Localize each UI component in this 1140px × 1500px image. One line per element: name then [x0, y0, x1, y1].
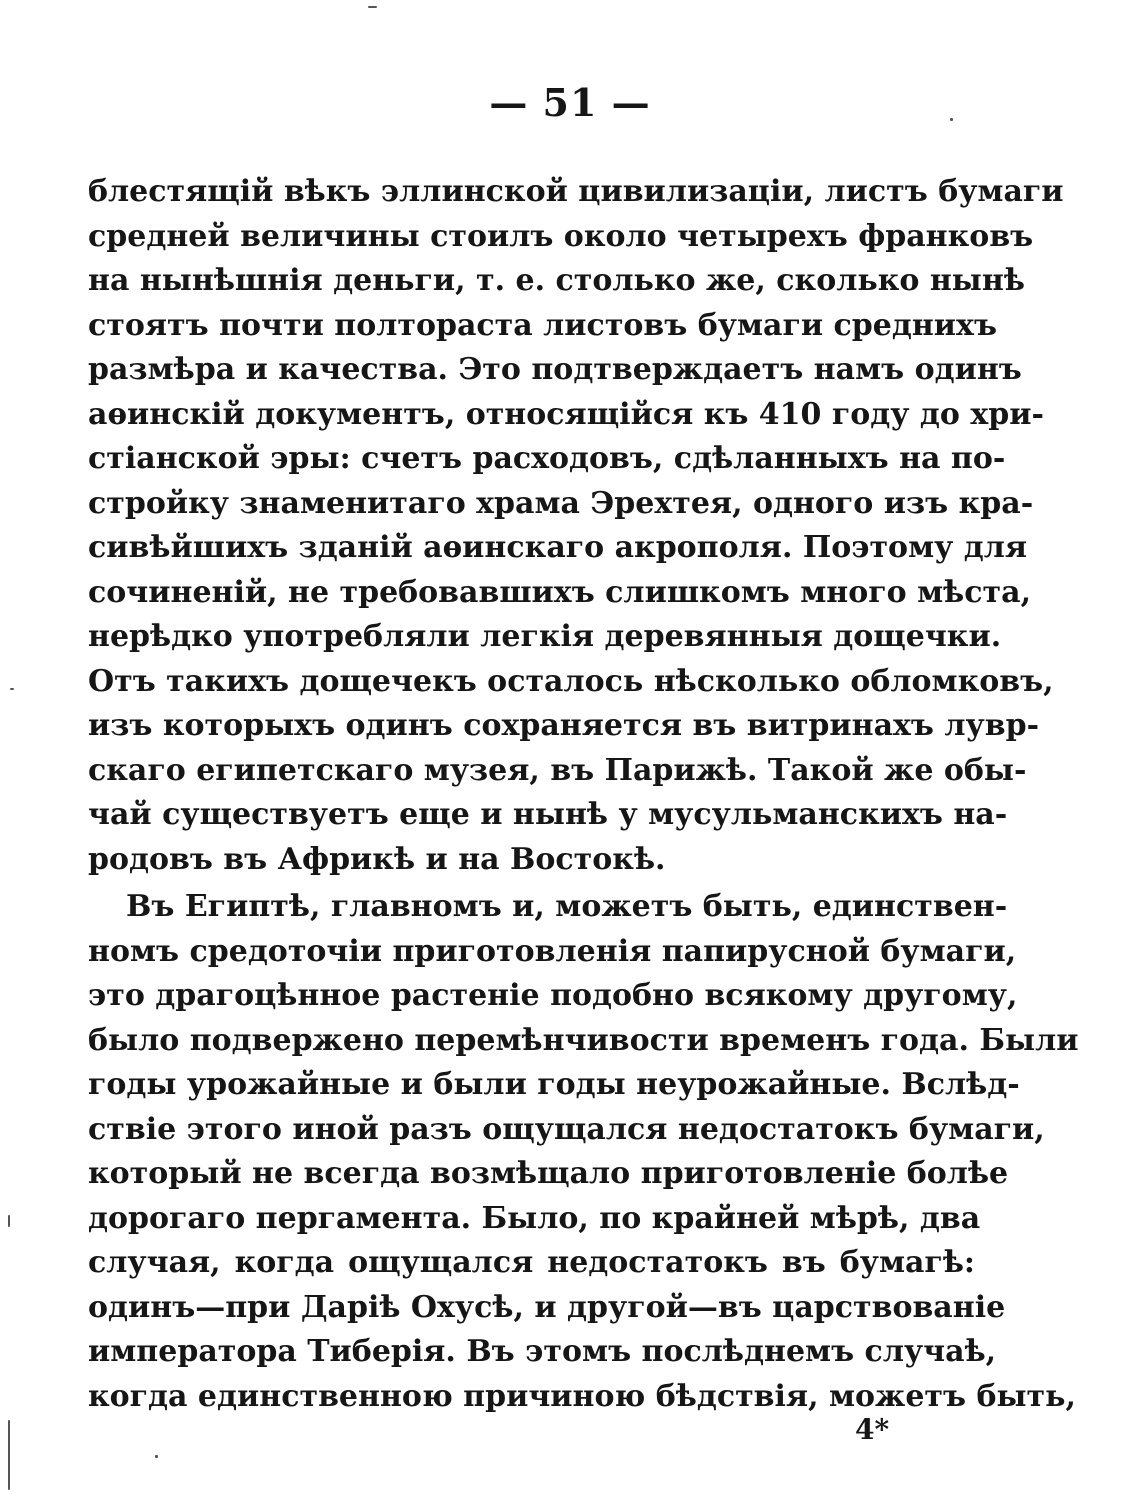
text-line: аѳинскій документъ, относящійся къ 410 году до хри- — [88, 396, 1044, 432]
text-line: годы урожайные и были годы неурожайные. Вслѣд- — [88, 1067, 1020, 1102]
text-line: случая, когда ощущался недостатокъ въ бумагѣ: — [88, 1245, 975, 1280]
scan-speck — [950, 118, 953, 121]
text-line: скаго египетскаго музея, въ Парижѣ. Такой же обы- — [88, 752, 1027, 788]
text-line: Въ Египтѣ, главномъ и, можетъ быть, единствен- — [126, 889, 1008, 924]
text-line: блестящій вѣкъ эллинской цивилизаціи, листъ бумаги — [88, 174, 1064, 209]
scan-speck — [8, 1420, 10, 1490]
text-line: ствіе этого иной разъ ощущался недостатокъ бумаги, — [88, 1111, 1045, 1147]
text-line: одинъ—при Даріѣ Охусѣ, и другой—въ царствованіе — [88, 1289, 1006, 1325]
text-line: это драгоцѣнное растеніе подобно всякому другому, — [88, 978, 1018, 1013]
paragraph — [88, 885, 1079, 1419]
text-line: который не всегда возмѣщало приготовленіе болѣе — [88, 1156, 1009, 1191]
text-line: сивѣйшихъ зданій аѳинскаго акрополя. Поэтому для — [88, 530, 1028, 565]
signature-mark: 4* — [855, 1413, 890, 1446]
text-line: когда единственною причиною бѣдствія, можетъ быть, — [88, 1378, 1076, 1414]
scan-speck — [10, 688, 14, 690]
text-line: сочиненій, не требовавшихъ слишкомъ много мѣста, — [88, 574, 1032, 610]
text-line: стіанской эры: счетъ расходовъ, сдѣланныхъ на по- — [88, 441, 1006, 476]
text-line: родовъ въ Африкѣ и на Востокѣ. — [88, 841, 666, 877]
text-line: императора Тиберія. Въ этомъ послѣднемъ случаѣ, — [88, 1334, 997, 1369]
scan-speck — [368, 6, 377, 8]
paragraph — [88, 170, 1064, 882]
text-line: размѣра и качества. Это подтверждаетъ намъ одинъ — [88, 352, 1022, 387]
text-line: на нынѣшнія деньги, т. е. столько же, сколько нынѣ — [88, 263, 1025, 298]
text-line: нерѣдко употребляли легкія деревянныя дощечки. — [88, 619, 1002, 654]
text-line: стоятъ почти полтораста листовъ бумаги среднихъ — [88, 307, 997, 343]
text-line: номъ средоточіи приготовленія папирусной бумаги, — [88, 933, 1017, 969]
scan-speck — [155, 1455, 158, 1458]
scan-speck — [8, 1215, 10, 1227]
text-line: было подвержено перемѣнчивости временъ года. Были — [88, 1022, 1079, 1058]
text-line: изъ которыхъ одинъ сохраняется въ витринахъ лувр- — [88, 708, 1040, 743]
text-line: дорогаго пергамента. Было, по крайней мѣрѣ, два — [88, 1200, 981, 1236]
body-text — [88, 170, 1079, 1419]
text-line: чай существуетъ еще и нынѣ у мусульманскихъ на- — [88, 797, 1008, 832]
text-line: средней величины стоилъ около четырехъ франковъ — [88, 218, 1034, 254]
page-number: — 51 — — [489, 80, 651, 125]
text-line: Отъ такихъ дощечекъ осталось нѣсколько обломковъ, — [88, 663, 1054, 699]
text-line: стройку знаменитаго храма Эрехтея, одного изъ кра- — [88, 485, 1034, 521]
